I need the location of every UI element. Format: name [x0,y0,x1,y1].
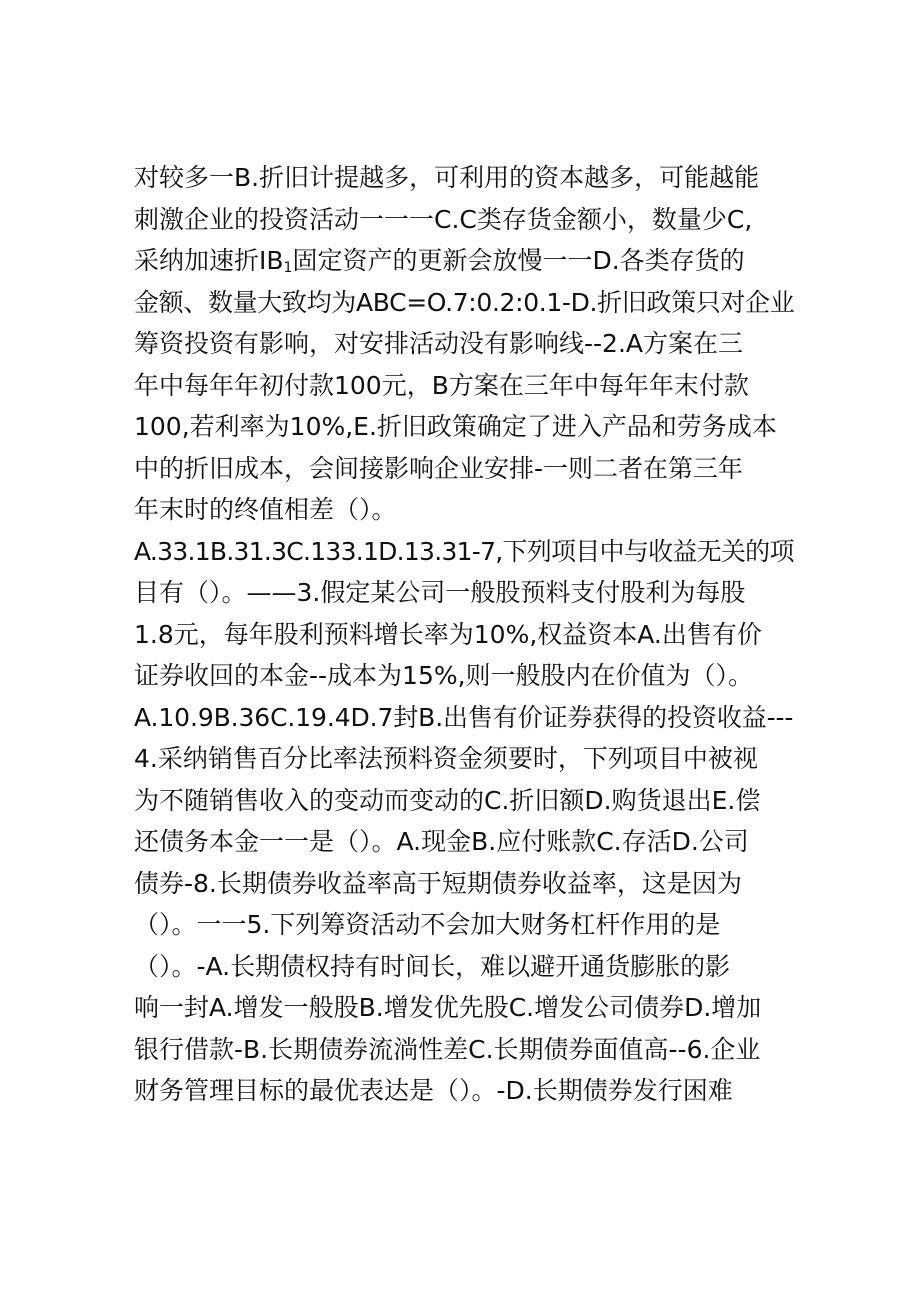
text-line: （）。一一5.下列筹资活动不会加大财务杠杆作用的是 [134,910,721,939]
text-line: 还债务本金一一是（）。A.现金B.应付账款C.存活D.公司 [134,827,749,856]
text-line: A.10.9B.36C.19.4D.7封B.出售有价证券获得的投资收益--- [134,702,794,732]
text-line: 刺激企业的投资活动一一一C.C类存货金额小，数量少C, [134,204,753,234]
text-line: 响一封A.增发一般股B.增发优先股C.增发公司债券D.增加 [134,993,762,1022]
text-line: 1.8元，每年股利预料增长率为10%,权益资本A.出售有价 [134,619,762,649]
text-line: 采纳加速折$IB_1$固定资产的更新会放慢一一D.各类存货的 [134,246,745,276]
text-line: 财务管理目标的最优表达是（）。-D.长期债券发行困难 [134,1076,733,1105]
text-line: 100,若利率为10%,E.折旧政策确定了进入产品和劳务成本 [134,412,777,441]
text-line: 对较多一B.折旧计提越多，可利用的资本越多，可能越能 [134,163,760,192]
text-line: 证券收回的本金--成本为15%,则一般股内在价值为（）。 [134,661,754,690]
text-line: 年末时的终值相差（）。 [134,495,397,524]
body-text [134,157,794,1112]
text-line: 债券-8.长期债券收益率高于短期债券收益率，这是因为 [134,868,742,898]
text-line: 筹资投资有影响，对安排活动没有影响线--2.A方案在三 [134,329,743,358]
text-line: （）。-A.长期债权持有时间长，难以避开通货膨胀的影 [134,951,731,981]
text-line: A.33.1B.31.3C.133.1D.13.31-7,下列项目中与收益无关的项 [134,536,794,566]
text-line: 为不随销售收入的变动而变动的C.折旧额D.购货退出E.偿 [134,785,761,815]
text-line: 金额、数量大致均为ABC=O.7:0.2:0.1-D.折旧政策只对企业 [134,287,795,317]
text-line: 中的折旧成本，会间接影响企业安排-一则二者在第三年 [134,453,744,483]
text-line: 目有（）。——3.假定某公司一般股预料支付股利为每股 [134,578,746,607]
text-line: 年中每年年初付款100元，B方案在三年中每年年末付款 [134,370,749,400]
text-line: 银行借款-B.长期债券流淌性差C.长期债券面值高--6.企业 [134,1034,761,1064]
text-line: 4.采纳销售百分比率法预料资金须要时，下列项目中被视 [134,744,758,773]
subscript: 1 [283,260,293,276]
